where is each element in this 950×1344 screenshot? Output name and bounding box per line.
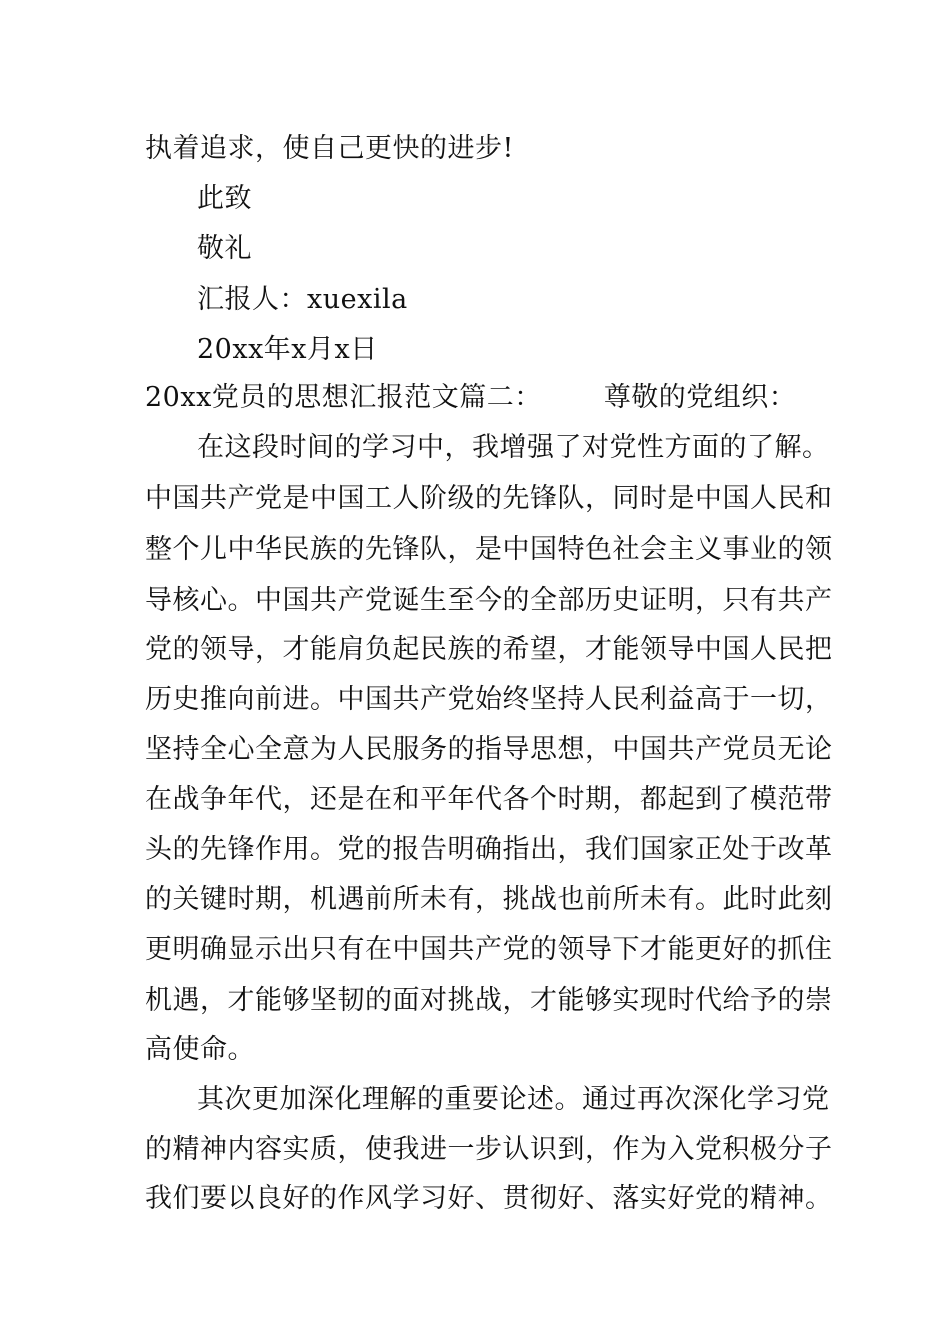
paragraph1-line: 的关键时期，机遇前所未有，挑战也前所未有。此时此刻 bbox=[145, 884, 833, 915]
paragraph1-line: 整个儿中华民族的先锋队，是中国特色社会主义事业的领 bbox=[145, 534, 833, 565]
paragraph1-line: 导核心。中国共产党诞生至今的全部历史证明，只有共产 bbox=[145, 585, 833, 616]
section-heading-line bbox=[145, 382, 825, 414]
paragraph1-line: 党的领导，才能肩负起民族的希望，才能领导中国人民把 bbox=[145, 634, 833, 665]
paragraph1-line: 头的先锋作用。党的报告明确指出，我们国家正处于改革 bbox=[145, 834, 833, 865]
paragraph2-line: 我们要以良好的作风学习好、贯彻好、落实好党的精神。 bbox=[145, 1183, 833, 1214]
paragraph2-line: 的精神内容实质，使我进一步认识到，作为入党积极分子 bbox=[145, 1134, 833, 1165]
paragraph2-line: 其次更加深化理解的重要论述。通过再次深化学习党 bbox=[197, 1084, 830, 1115]
paragraph1-line: 高使命。 bbox=[145, 1034, 255, 1065]
paragraph1-line: 在这段时间的学习中，我增强了对党性方面的了解。 bbox=[197, 432, 830, 463]
paragraph1-line: 中国共产党是中国工人阶级的先锋队，同时是中国人民和 bbox=[145, 483, 833, 514]
paragraph1-line: 在战争年代，还是在和平年代各个时期，都起到了模范带 bbox=[145, 784, 833, 815]
salutation: 此致 bbox=[197, 183, 252, 214]
section-title: 20xx党员的思想汇报范文篇二： bbox=[145, 382, 542, 413]
respect: 敬礼 bbox=[197, 233, 252, 264]
reporter-signature: 汇报人：xuexila bbox=[197, 284, 408, 315]
report-date: 20xx年x月x日 bbox=[197, 334, 378, 365]
paragraph1-line: 机遇，才能够坚韧的面对挑战，才能够实现时代给予的崇 bbox=[145, 985, 833, 1016]
paragraph1-line: 坚持全心全意为人民服务的指导思想，中国共产党员无论 bbox=[145, 734, 833, 765]
paragraph1-line: 历史推向前进。中国共产党始终坚持人民利益高于一切， bbox=[145, 684, 833, 715]
paragraph1-line: 更明确显示出只有在中国共产党的领导下才能更好的抓住 bbox=[145, 934, 833, 965]
section-greeting: 尊敬的党组织： bbox=[603, 382, 797, 413]
closing-line-end: 执着追求，使自己更快的进步! bbox=[145, 133, 514, 164]
